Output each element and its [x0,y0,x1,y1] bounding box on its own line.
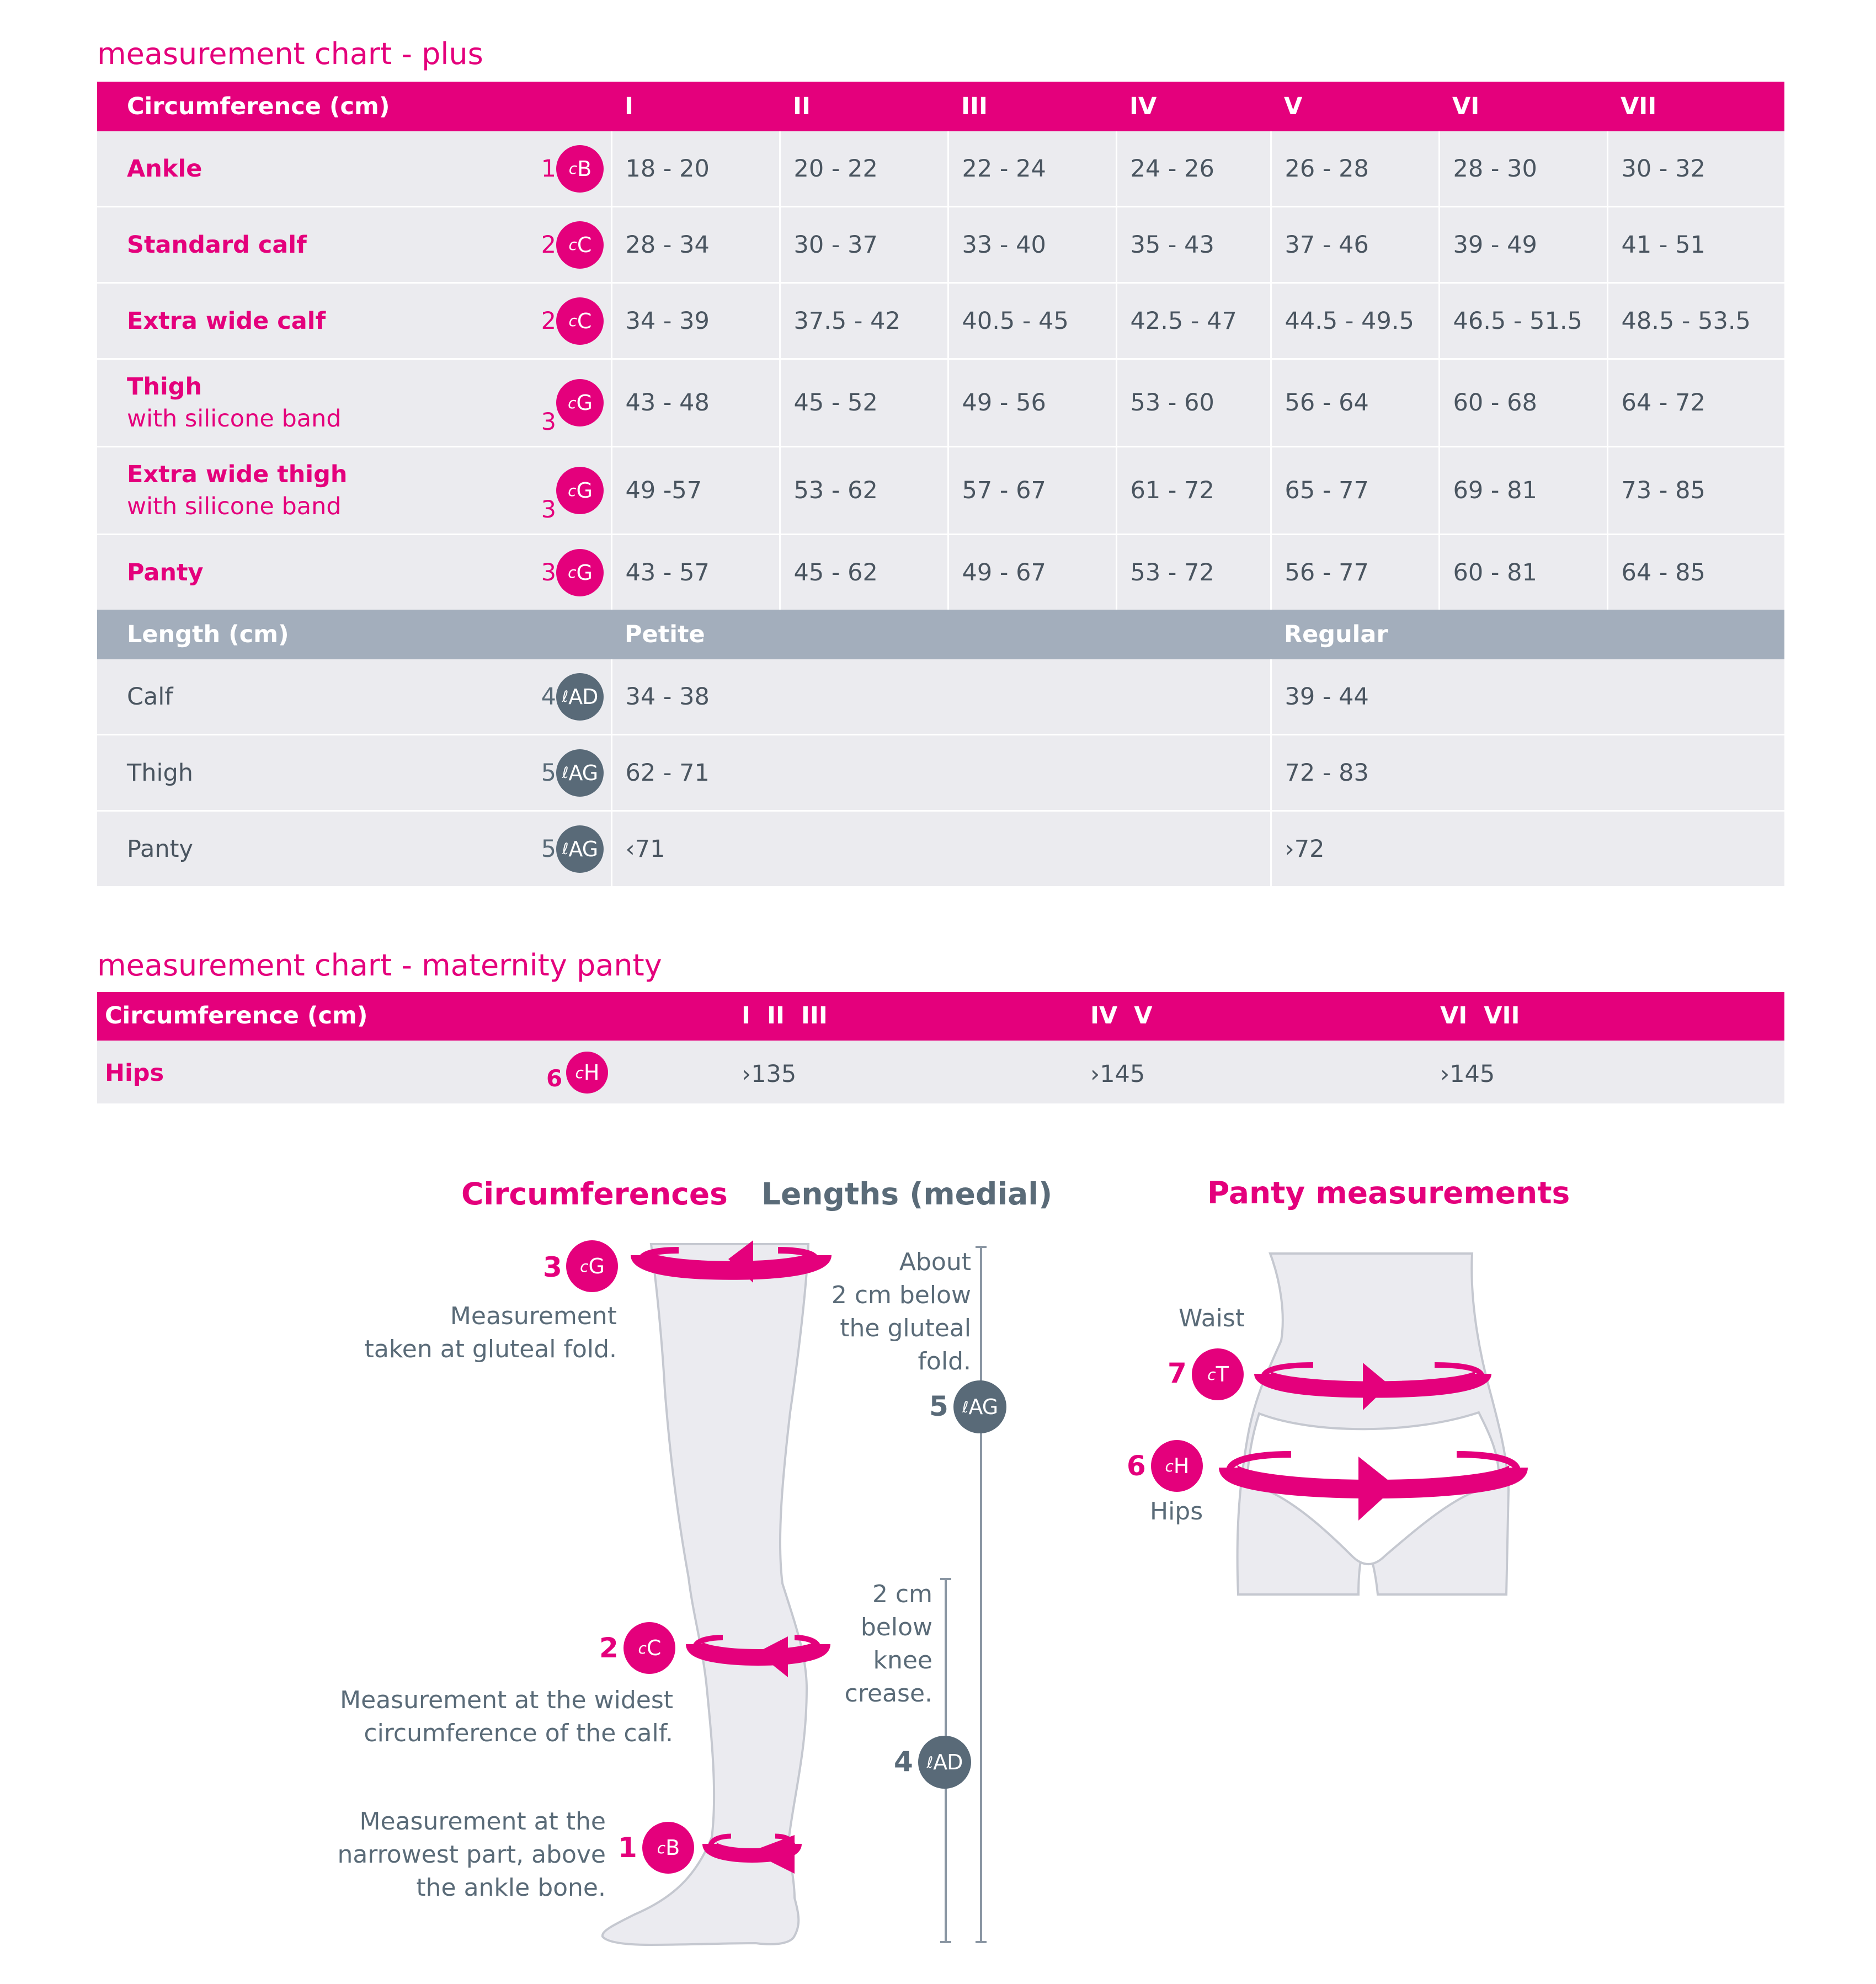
table-cell: ›72 [1271,811,1784,887]
table-cell: 49 -57 [611,447,780,535]
circumference-c-badge: c C [556,297,604,345]
circumferences-title: Circumferences [461,1176,728,1212]
table-cell: 64 - 72 [1607,359,1784,447]
table-cell: 49 - 56 [948,359,1116,447]
length-ag-line [976,1247,987,1942]
length-ag-badge: ℓ AG [556,749,604,797]
circumference-g-badge: c G [566,1240,618,1292]
table-cell: 45 - 52 [780,359,948,447]
table-cell: 43 - 57 [611,535,780,610]
table-cell: 56 - 64 [1271,359,1439,447]
table-cell: 53 - 72 [1116,535,1271,610]
circumference-g-badge: c G [556,549,604,596]
table-cell: 49 - 67 [948,535,1116,610]
table-cell: 73 - 85 [1607,447,1784,535]
table-cell: 62 - 71 [611,735,1271,811]
circumference-label: Ankle [97,131,505,207]
maternity-chart-title: measurement chart - maternity panty [97,948,662,983]
plus-chart-title: measurement chart - plus [97,36,483,71]
table-cell: 53 - 60 [1116,359,1271,447]
table-cell: 64 - 85 [1607,535,1784,610]
b-note: Measurement at the narrowest part, above the ankle bone. [337,1807,606,1902]
table-cell: 69 - 81 [1439,447,1607,535]
measure-number: 4 [505,659,556,735]
c-note: Measurement at the widest circumference of the calf. [340,1686,673,1747]
table-cell: 40.5 - 45 [948,283,1116,359]
table-cell: 24 - 26 [1116,131,1271,207]
measure-number: 2 [505,283,556,359]
table-cell: 39 - 49 [1439,207,1607,283]
maternity-col-header: VI VII [1440,1002,1520,1030]
circumference-label: Extra wide thigh with silicone band [97,447,505,535]
measure-number: 3 [505,447,556,535]
circumference-g-badge: c G [556,379,604,426]
table-cell: 37.5 - 42 [780,283,948,359]
table-cell: 56 - 77 [1271,535,1439,610]
length-ag-badge: ℓ AG [953,1380,1006,1433]
table-cell: 42.5 - 47 [1116,283,1271,359]
circumference-b-badge: c B [556,145,604,193]
table-cell: 20 - 22 [780,131,948,207]
circumference-label: Standard calf [97,207,505,283]
size-header: I [611,82,780,131]
table-cell: 44.5 - 49.5 [1271,283,1439,359]
table-cell: 53 - 62 [780,447,948,535]
table-cell: 60 - 68 [1439,359,1607,447]
measure-number: 5 [505,811,556,887]
panty-silhouette [1238,1254,1509,1594]
table-cell: 39 - 44 [1271,659,1784,735]
table-cell: 34 - 39 [611,283,780,359]
h-number: 6 [1127,1450,1146,1482]
size-header: V [1271,82,1439,131]
length-ag-badge: ℓ AG [556,825,604,873]
length-ad-badge: ℓ AD [556,673,604,721]
size-header: VI [1439,82,1607,131]
hips-label: Hips [1150,1497,1203,1526]
circumference-t-badge: c T [1192,1348,1244,1400]
ag-note: About 2 cm below the gluteal fold. [831,1248,971,1375]
table-cell: 65 - 77 [1271,447,1439,535]
length-label: Calf [97,659,505,735]
measure-number: 3 [505,359,556,447]
ad-note: 2 cm below knee crease. [844,1580,932,1708]
maternity-col-header: I II III [742,1002,828,1030]
table-cell: 57 - 67 [948,447,1116,535]
ag-number: 5 [929,1390,948,1422]
length-label: Thigh [97,735,505,811]
length-ad-badge: ℓ AD [918,1736,971,1789]
maternity-header: Circumference (cm) [105,1002,368,1030]
b-number: 1 [618,1832,637,1864]
circumference-g-badge: c G [556,467,604,514]
circumference-h-badge: c H [566,1052,608,1094]
circumference-header: Circumference (cm) [97,82,611,131]
table-cell: 72 - 83 [1271,735,1784,811]
table-cell: 30 - 37 [780,207,948,283]
length-col-regular: Regular [1271,610,1784,659]
maternity-col-header: IV V [1090,1002,1153,1030]
g-number: 3 [543,1251,562,1283]
table-cell: 60 - 81 [1439,535,1607,610]
size-header: III [948,82,1116,131]
circumference-b-badge: c B [642,1822,694,1874]
panty-measurements-title: Panty measurements [1207,1175,1570,1210]
circumference-label: Panty [97,535,505,610]
table-cell: 61 - 72 [1116,447,1271,535]
waist-label: Waist [1179,1304,1245,1332]
table-cell: 26 - 28 [1271,131,1439,207]
measure-number: 2 [505,207,556,283]
length-col-petite: Petite [611,610,1271,659]
measure-number: 5 [505,735,556,811]
size-header: IV [1116,82,1271,131]
table-cell: 33 - 40 [948,207,1116,283]
g-note: Measurement taken at gluteal fold. [364,1302,617,1363]
maternity-hips-value: ›135 [742,1060,797,1088]
ad-number: 4 [894,1746,913,1778]
length-label: Panty [97,811,505,887]
circumference-h-badge: c H [1151,1440,1203,1492]
table-cell: 18 - 20 [611,131,780,207]
c-number: 2 [599,1632,619,1664]
table-cell: 35 - 43 [1116,207,1271,283]
table-cell: 30 - 32 [1607,131,1784,207]
table-cell: ‹71 [611,811,1271,887]
length-header: Length (cm) [97,610,611,659]
table-cell: 43 - 48 [611,359,780,447]
table-cell: 34 - 38 [611,659,1271,735]
measure-number: 3 [505,535,556,610]
table-cell: 28 - 30 [1439,131,1607,207]
t-number: 7 [1168,1357,1187,1389]
circumference-c-badge: c C [623,1622,675,1674]
size-header: II [780,82,948,131]
table-cell: 28 - 34 [611,207,780,283]
table-cell: 37 - 46 [1271,207,1439,283]
table-cell: 45 - 62 [780,535,948,610]
maternity-hips-label: Hips [105,1059,164,1087]
maternity-hips-num: 6 [546,1065,563,1092]
measure-number: 1 [505,131,556,207]
maternity-hips-value: ›145 [1440,1060,1495,1088]
maternity-hips-value: ›145 [1090,1060,1145,1088]
size-header: VII [1607,82,1784,131]
lengths-title: Lengths (medial) [761,1176,1053,1212]
table-cell: 48.5 - 53.5 [1607,283,1784,359]
table-cell: 22 - 24 [948,131,1116,207]
circumference-label: Extra wide calf [97,283,505,359]
circumference-c-badge: c C [556,221,604,269]
table-cell: 41 - 51 [1607,207,1784,283]
circumference-label: Thigh with silicone band [97,359,505,447]
table-cell: 46.5 - 51.5 [1439,283,1607,359]
